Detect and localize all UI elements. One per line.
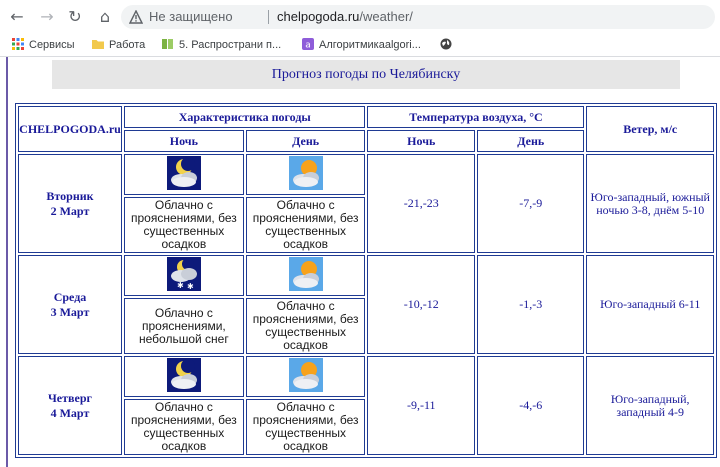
page-title: Прогноз погоды по Челябинску <box>52 60 680 89</box>
folder-icon <box>92 38 104 50</box>
svg-text:✱: ✱ <box>186 282 194 291</box>
night-description: Облачно с прояснениями, без существенных осадков <box>124 197 244 253</box>
moon-cloud-icon <box>167 156 201 190</box>
forecast-table <box>15 103 717 458</box>
day-description: Облачно с прояснениями, без существенных осадков <box>246 298 366 354</box>
forward-arrow-icon[interactable]: → <box>40 7 54 26</box>
url-text[interactable] <box>277 9 413 24</box>
day-date: 2 Март <box>50 203 90 218</box>
bookmark-label: Алгоритмикааlgori... <box>319 39 421 51</box>
temp-day-value: -1,-3 <box>477 255 584 354</box>
page-left-border <box>6 57 8 467</box>
browser-toolbar <box>0 0 720 34</box>
temp-day-header: День <box>477 130 584 152</box>
home-icon[interactable]: ⌂ <box>99 7 111 26</box>
sheet-icon <box>162 38 174 50</box>
night-icon-cell <box>124 356 244 397</box>
warning-icon[interactable] <box>129 10 143 24</box>
sun-cloud-icon <box>289 257 323 291</box>
table-row <box>18 154 714 195</box>
url-path: /weather/ <box>359 9 413 24</box>
temperature-header: Температура воздуха, °С <box>367 106 584 128</box>
address-bar[interactable] <box>121 5 715 29</box>
moon-cloud-snow-icon <box>167 257 201 291</box>
night-icon-cell <box>124 154 244 195</box>
temp-day-value: -4,-6 <box>477 356 584 455</box>
wind-header: Ветер, м/с <box>586 106 714 152</box>
day-description: Облачно с прояснениями, без существенных осадков <box>246 197 366 253</box>
temp-day-value: -7,-9 <box>477 154 584 253</box>
site-name-cell: CHELPOGODA.ru <box>18 106 122 152</box>
day-description: Облачно с прояснениями, без существенных осадков <box>246 399 366 455</box>
bookmark-globe[interactable] <box>440 37 457 53</box>
temp-night-value: -10,-12 <box>367 255 475 354</box>
wind-value: Юго-западный 6-11 <box>586 255 714 354</box>
day-cell <box>18 154 122 253</box>
bookmark-label: Работа <box>109 39 146 51</box>
bookmark-algorithmika[interactable] <box>302 37 421 53</box>
sun-cloud-icon <box>289 156 323 190</box>
reload-icon[interactable]: ↻ <box>68 7 82 26</box>
day-name: Четверг <box>48 390 92 405</box>
svg-text:a: a <box>305 40 311 50</box>
apps-grid-icon <box>12 38 24 50</box>
day-icon-cell <box>246 255 366 296</box>
bookmark-label: Сервисы <box>29 39 75 51</box>
day-name: Вторник <box>46 188 94 203</box>
day-date: 4 Март <box>50 405 90 420</box>
night-description: Облачно с прояснениями, небольшой снег <box>124 298 244 354</box>
night-description: Облачно с прояснениями, без существенных осадков <box>124 399 244 455</box>
day-date: 3 Март <box>50 304 90 319</box>
bookmark-work[interactable] <box>92 37 145 53</box>
temp-night-header: Ночь <box>367 130 475 152</box>
temp-night-value: -9,-11 <box>367 356 475 455</box>
weather-night-header: Ночь <box>124 130 244 152</box>
omnibox-divider <box>268 10 269 24</box>
day-cell <box>18 356 122 455</box>
sun-cloud-icon <box>289 358 323 392</box>
url-domain: chelpogoda.ru <box>277 9 360 24</box>
weather-header: Характеристика погоды <box>124 106 366 128</box>
day-icon-cell <box>246 154 366 195</box>
bookmark-services[interactable] <box>12 37 75 53</box>
table-row <box>18 255 714 296</box>
day-name: Среда <box>53 289 87 304</box>
moon-cloud-icon <box>167 358 201 392</box>
svg-text:✱: ✱ <box>176 281 184 290</box>
security-status[interactable]: Не защищено <box>149 9 233 24</box>
night-icon-cell <box>124 255 244 296</box>
day-icon-cell <box>246 356 366 397</box>
bookmark-label: 5. Распространи п... <box>179 39 282 51</box>
temp-night-value: -21,-23 <box>367 154 475 253</box>
table-row <box>18 356 714 397</box>
weather-day-header: День <box>246 130 366 152</box>
day-cell <box>18 255 122 354</box>
algorithmika-icon <box>302 38 314 50</box>
wind-value: Юго-западный, западный 4-9 <box>586 356 714 455</box>
back-arrow-icon[interactable]: ← <box>10 7 24 26</box>
bookmark-spread[interactable] <box>162 37 281 53</box>
wind-value: Юго-западный, южный ночью 3-8, днём 5-10 <box>586 154 714 253</box>
bookmarks-bar <box>0 34 720 57</box>
globe-icon <box>440 38 452 50</box>
